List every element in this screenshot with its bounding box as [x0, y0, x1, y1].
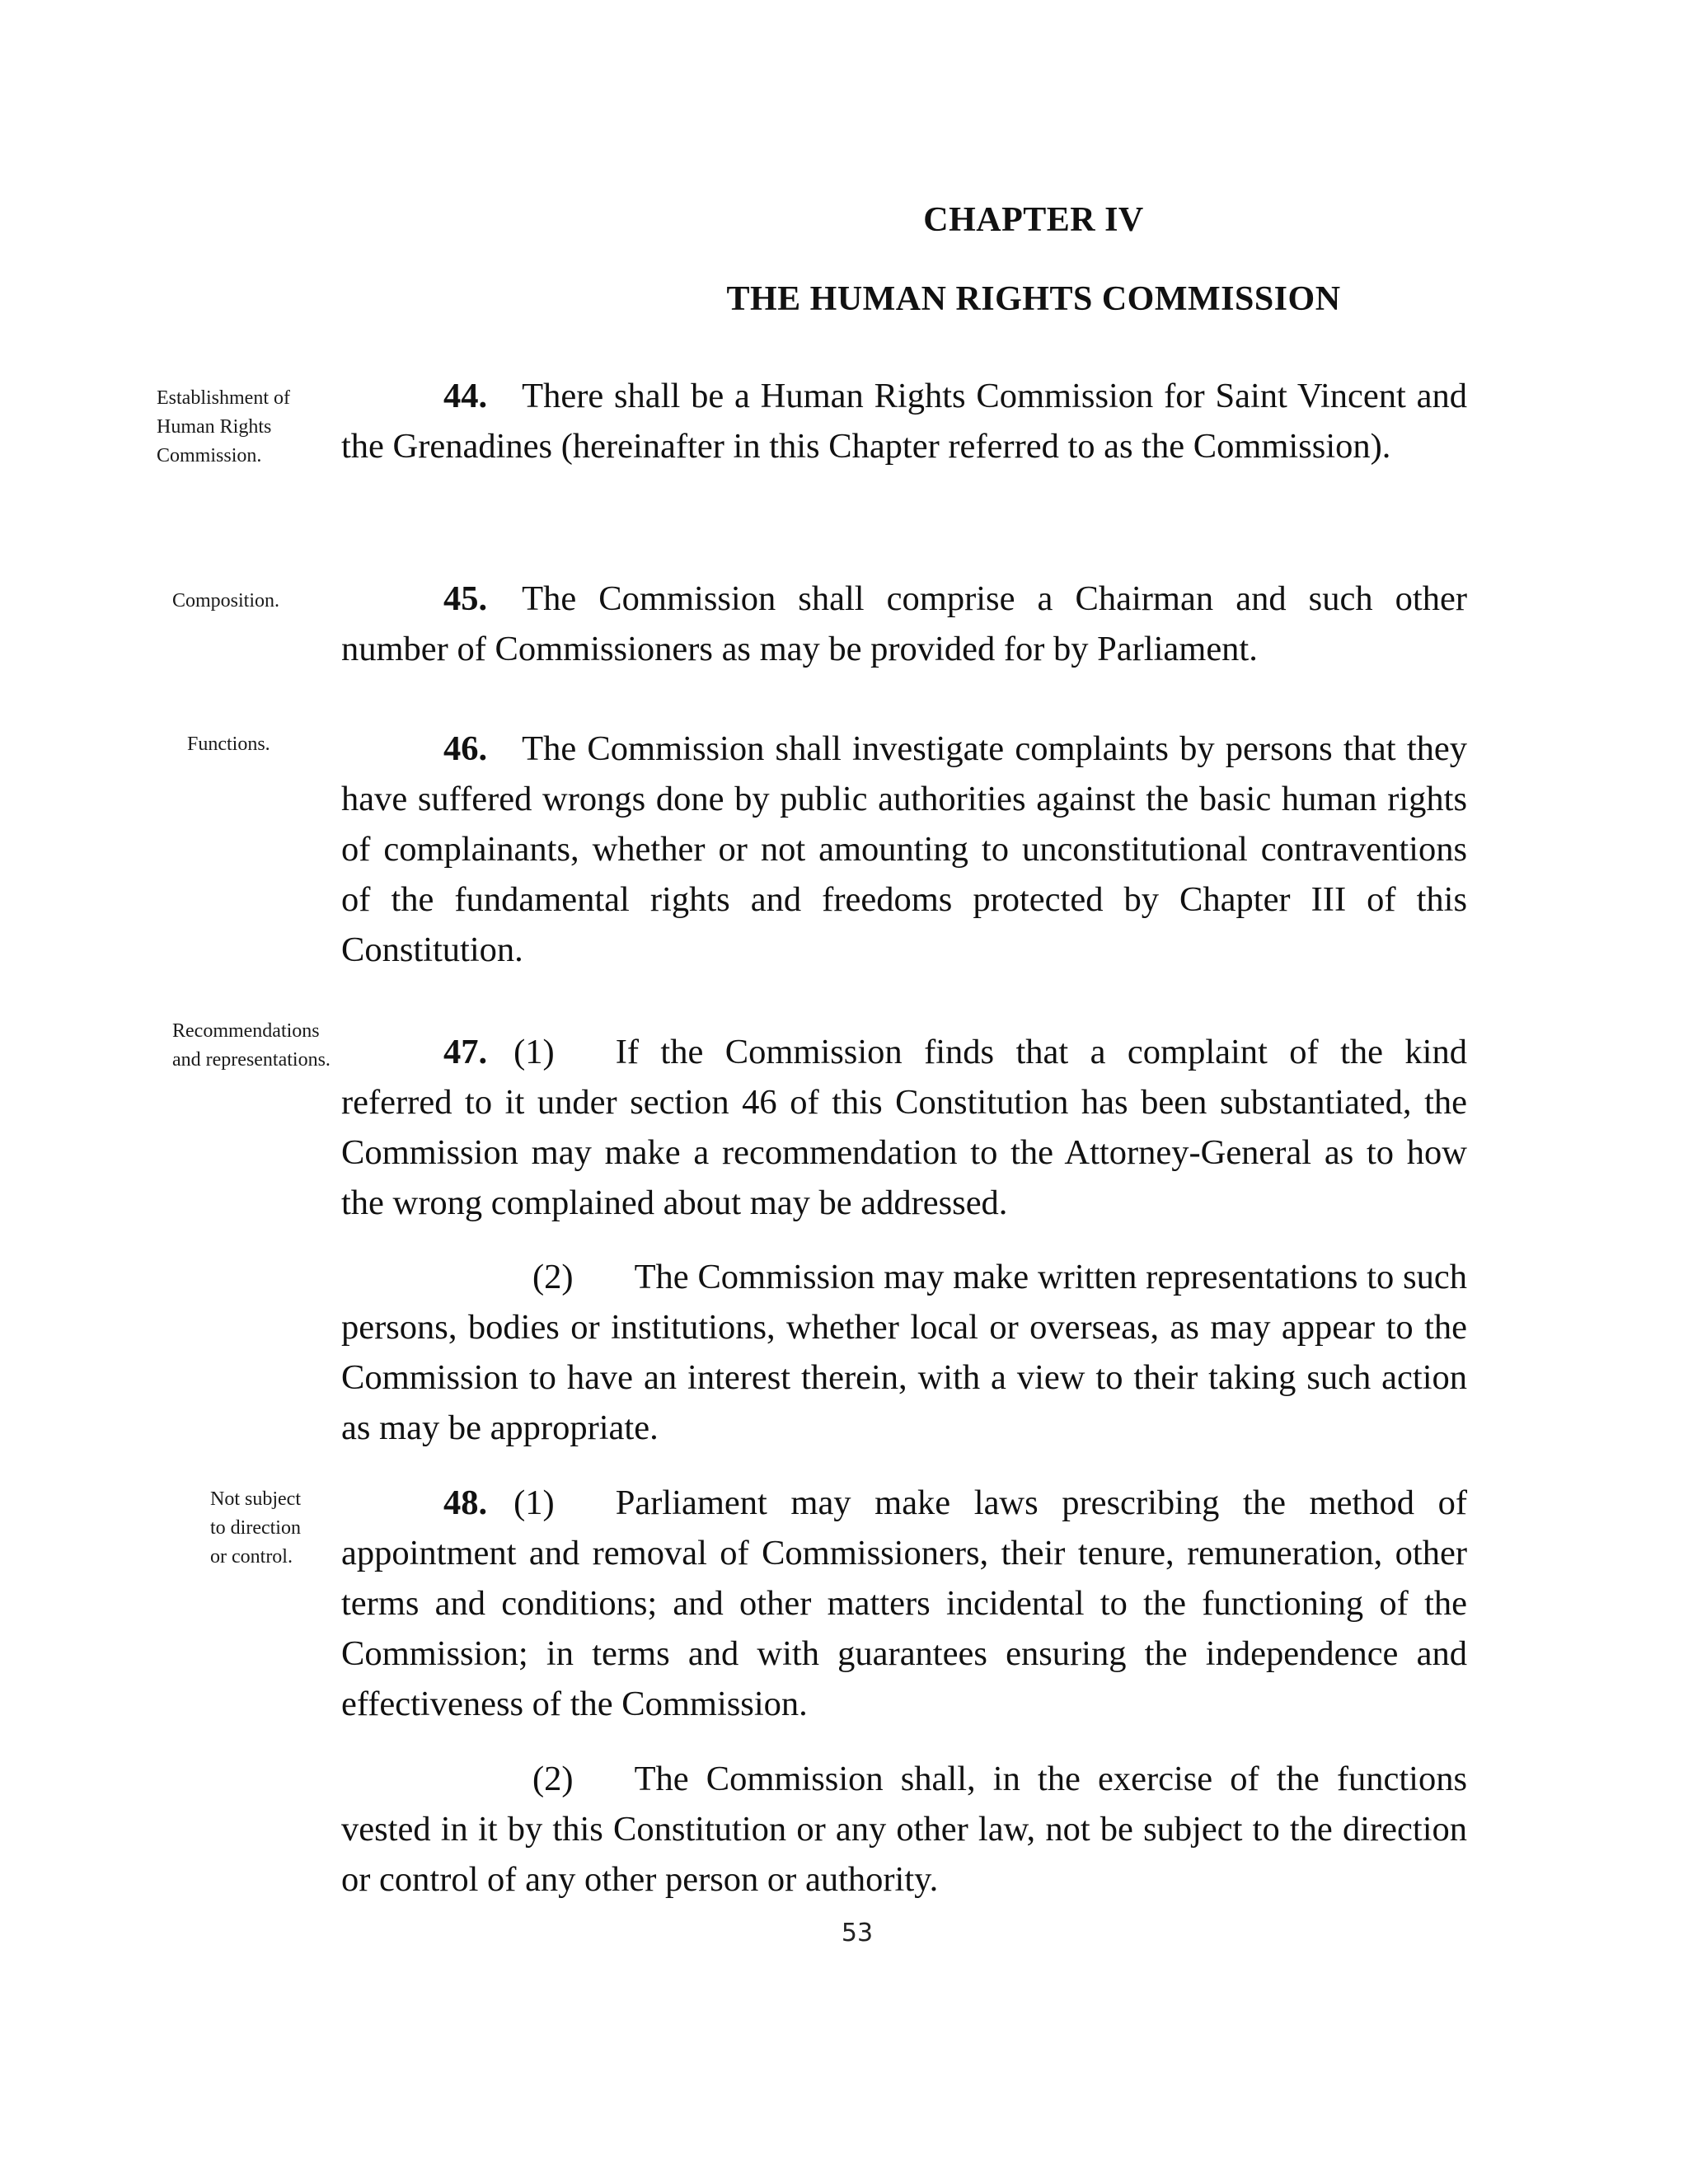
margin-note-recommendations — [172, 1017, 331, 1075]
chapter-subtitle: THE HUMAN RIGHTS COMMISSION — [726, 280, 1341, 318]
margin-note-functions — [187, 730, 270, 759]
section-text: There shall be a Human Rights Commission for Saint Vincent and the Grenadines (hereinafter in this Chapter referred to as the Commission). — [341, 377, 1467, 466]
subsection-label: (2) — [532, 1760, 574, 1798]
section-number: 46. — [443, 729, 488, 768]
page-number: 53 — [841, 1919, 874, 1947]
margin-note-line: Recommendations — [172, 1020, 320, 1042]
section-44 — [341, 371, 1467, 471]
section-47-sub-2 — [341, 1252, 1467, 1453]
section-45 — [341, 574, 1467, 674]
margin-note-line: Composition. — [172, 590, 280, 612]
margin-note-line: or control. — [210, 1546, 293, 1568]
section-text: The Commission may make written representations to such persons, bodies or institutions, whether local or overseas, as may appear to the Commission to have an interest therein, with a view to their taking such action as may be appropriate. — [341, 1258, 1467, 1447]
margin-note-composition — [172, 587, 279, 616]
section-text: The Commission shall comprise a Chairman and such other number of Commissioners as may be provided for by Parliament. — [341, 579, 1467, 668]
margin-note-establishment — [157, 384, 290, 471]
section-46 — [341, 724, 1467, 975]
section-48-sub-2 — [341, 1754, 1467, 1905]
subsection-label: (1) — [513, 1483, 555, 1522]
section-number: 47. — [443, 1033, 488, 1071]
margin-note-line: Commission. — [157, 445, 262, 466]
section-text: Parliament may make laws prescribing the method of appointment and removal of Commissioners, their tenure, remuneration, other terms and conditions; and other matters incidental to the functioning of the Commission; in terms and with guarantees ensuring the independence and effectiveness of the Commission. — [341, 1483, 1467, 1723]
margin-note-line: Human Rights — [157, 416, 272, 438]
margin-note-line: Functions. — [187, 733, 270, 755]
section-47-sub-1 — [341, 1027, 1467, 1228]
section-text: The Commission shall investigate complaints by persons that they have suffered wrongs done by public authorities against the basic human rights of complainants, whether or not amounting to unconstitutional contraventions of the fundamental rights and freedoms protected by Chapter III of this Constitution. — [341, 729, 1467, 969]
section-number: 44. — [443, 377, 488, 415]
subsection-label: (1) — [513, 1033, 555, 1071]
chapter-title: CHAPTER IV — [923, 201, 1144, 239]
margin-note-not-subject — [210, 1485, 301, 1572]
margin-note-line: Not subject — [210, 1488, 301, 1510]
subsection-label: (2) — [532, 1258, 574, 1296]
margin-note-line: Establishment of — [157, 387, 290, 409]
section-number: 45. — [443, 579, 488, 618]
margin-note-line: to direction — [210, 1517, 301, 1539]
section-48-sub-1 — [341, 1478, 1467, 1729]
section-text: The Commission shall, in the exercise of the functions vested in it by this Constitution or any other law, not be subject to the direction or control of any other person or authority. — [341, 1760, 1467, 1899]
section-number: 48. — [443, 1483, 488, 1522]
section-text: If the Commission finds that a complaint of the kind referred to it under section 46 of this Constitution has been substantiated, the Commission may make a recommendation to the Attorney-General as to how the wrong complained about may be addressed. — [341, 1033, 1467, 1222]
margin-note-line: and representations. — [172, 1049, 331, 1071]
